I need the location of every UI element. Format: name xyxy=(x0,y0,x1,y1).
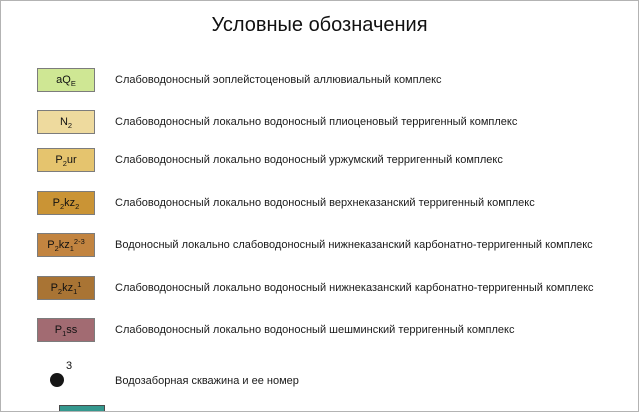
legend-row-aq-e xyxy=(37,68,442,92)
legend-row-well xyxy=(37,359,597,391)
legend-code-aq-e: $aQ_E$ xyxy=(56,74,76,88)
legend-row-p2kz1-2-3 xyxy=(37,233,593,257)
legend-row-p1ss xyxy=(37,318,514,342)
legend-desc-p2kz1-2-3: Водоносный локально слабоводоносный нижнеказанский карбонатно-терригенный комплекс xyxy=(115,239,593,251)
legend-box-p2kz2 xyxy=(37,191,95,215)
legend-box-aq-e xyxy=(37,68,95,92)
legend-box-p2kz1-2-3 xyxy=(37,233,95,257)
legend-code-p2ur: $P_2ur$ xyxy=(55,154,77,168)
legend-box-n2 xyxy=(37,110,95,134)
well-number: 3 xyxy=(66,360,73,372)
legend-desc-aq-e: Слабоводоносный эоплейстоценовый аллювиальный комплекс xyxy=(115,74,442,86)
legend-box-p2kz1-1 xyxy=(37,276,95,300)
partial-next-legend-box xyxy=(59,405,105,412)
legend-desc-n2: Слабоводоносный локально водоносный плиоценовый терригенный комплекс xyxy=(115,116,518,128)
legend-code-n2: $N_2$ xyxy=(59,116,73,130)
legend-code-p1ss: $P_1ss$ xyxy=(54,324,78,338)
legend-row-p2kz1-1 xyxy=(37,276,594,300)
legend-code-p2kz1-2-3: $P_2kz_1^{2-3}$ xyxy=(47,237,85,253)
legend-desc-p2kz2: Слабоводоносный локально водоносный верхнеказанский терригенный комплекс xyxy=(115,197,535,209)
legend-box-p1ss xyxy=(37,318,95,342)
legend-row-p2ur xyxy=(37,148,503,172)
legend-desc-p2ur: Слабоводоносный локально водоносный уржумский терригенный комплекс xyxy=(115,154,503,166)
legend-desc-p1ss: Слабоводоносный локально водоносный шешминский терригенный комплекс xyxy=(115,324,515,336)
well-symbol-icon xyxy=(50,373,64,387)
legend-code-p2kz1-1: $P_2kz_1^1$ xyxy=(50,280,82,296)
legend-title: Условные обозначения xyxy=(211,14,428,36)
legend-row-p2kz2 xyxy=(37,191,535,215)
legend-desc-well: Водозаборная скважина и ее номер xyxy=(115,375,299,387)
legend-row-n2 xyxy=(37,110,517,134)
legend-box-p2ur xyxy=(37,148,95,172)
legend-desc-p2kz1-1: Слабоводоносный локально водоносный нижнеказанский карбонатно-терригенный комплекс xyxy=(115,282,594,294)
legend-code-p2kz2: $P_2kz_2$ xyxy=(52,197,80,211)
